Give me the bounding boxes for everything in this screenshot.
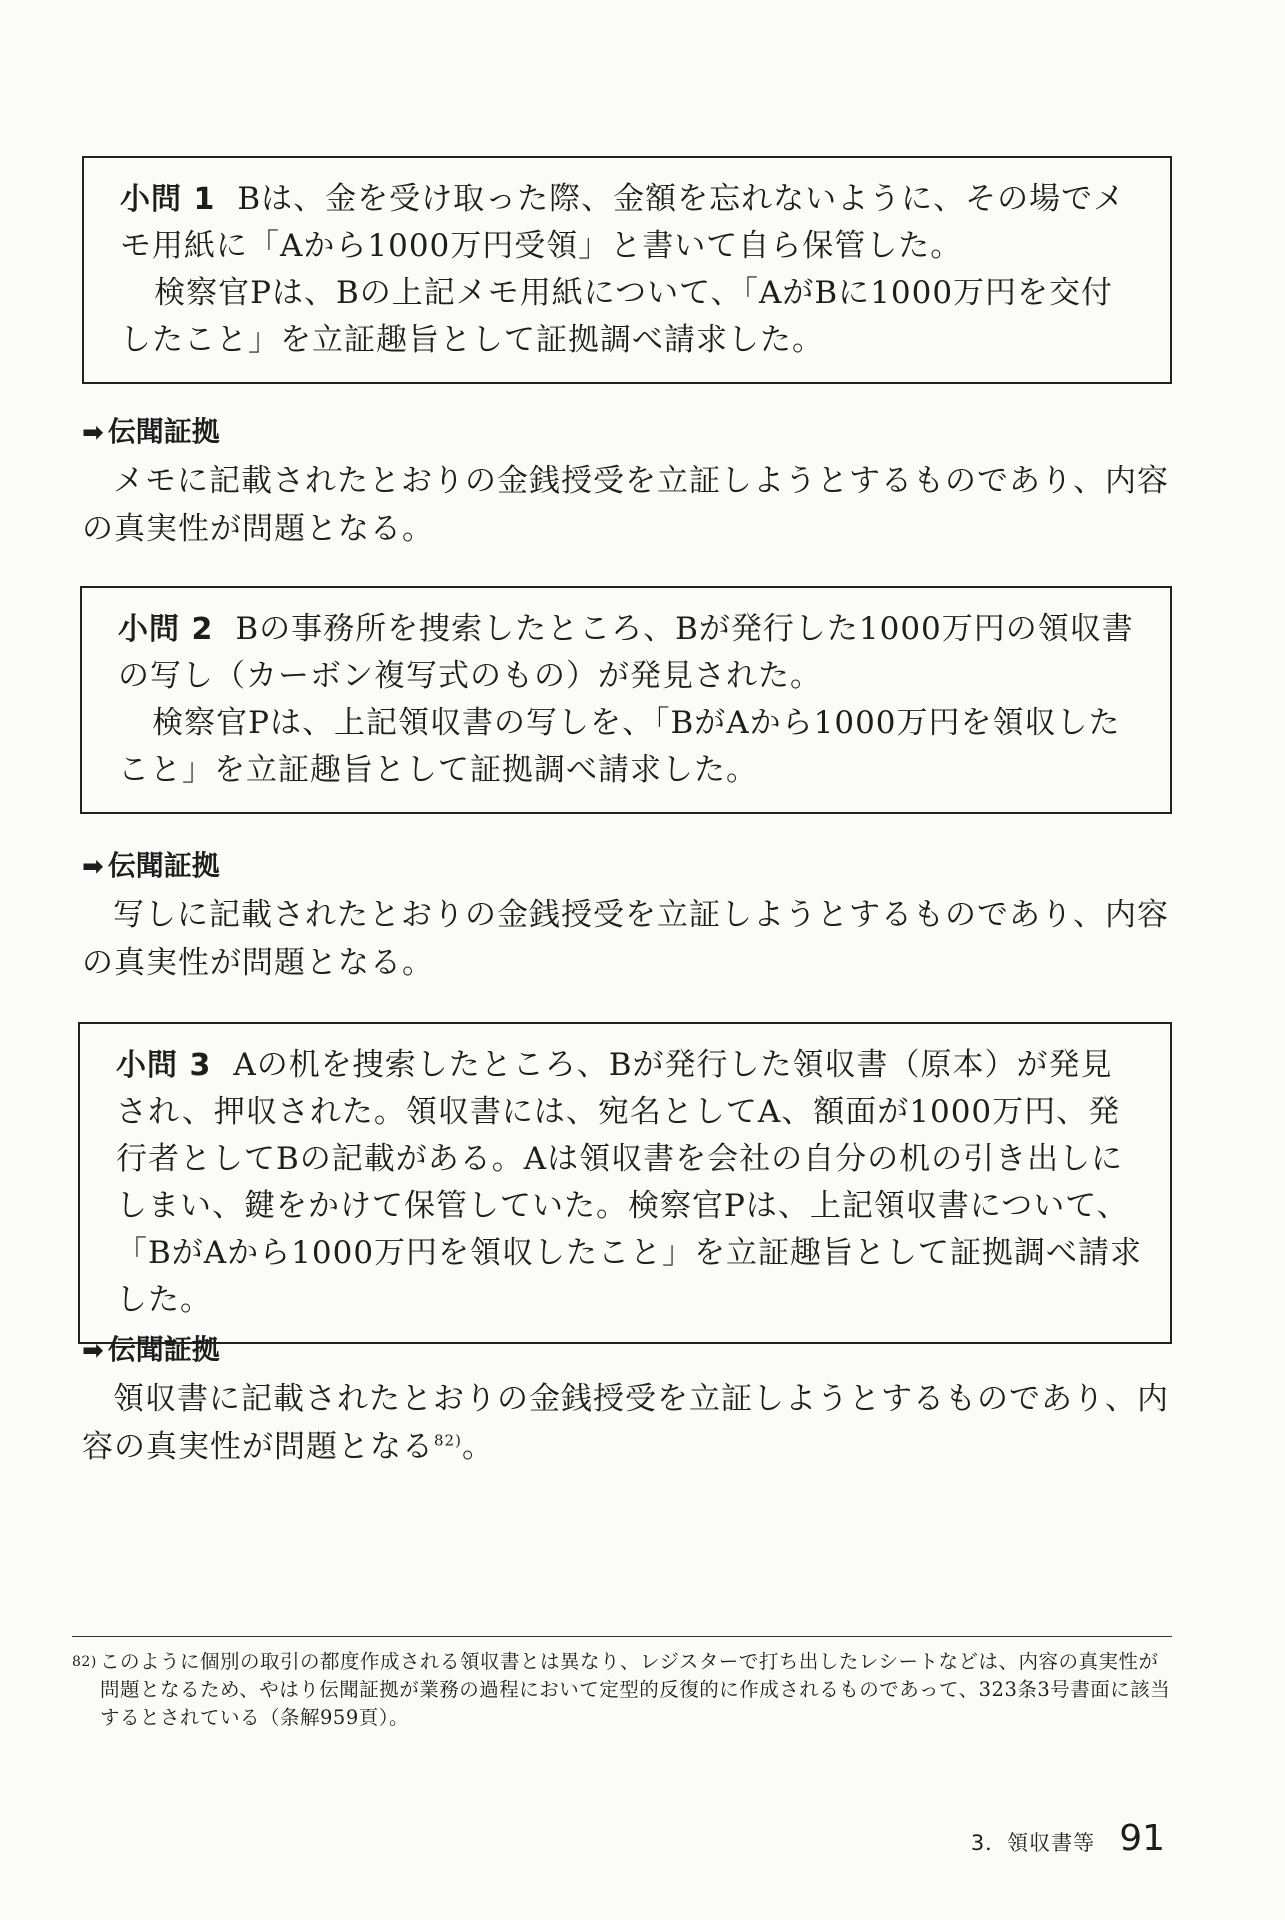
section-title: 3．領収書等 [970, 1831, 1096, 1855]
footnote-mark: 82) [72, 1654, 97, 1670]
page-number: 91 [1119, 1818, 1165, 1859]
verdict-1 [82, 412, 1182, 453]
arrow-right-icon: ➡ [82, 418, 104, 448]
question-3-para-1 [116, 1042, 1144, 1324]
question-1-para-1 [120, 176, 1144, 270]
page-footer [971, 1818, 1165, 1859]
arrow-right-icon: ➡ [82, 1336, 104, 1366]
footnote-divider [72, 1636, 1172, 1637]
footnote-text: このように個別の取引の都度作成される領収書とは異なり、レジスターで打ち出したレシートなどは、内容の真実性が問題となるため、やはり伝聞証拠が業務の過程において定型的反復的に作成されるものであって、323条3号書面に該当するとされている（条解959頁）。 [100, 1650, 1171, 1729]
verdict-2-label: 伝聞証拠 [107, 849, 220, 882]
question-2-para-2: 検察官Pは、上記領収書の写しを、「BがAから1000万円を領収したこと」を立証趣旨として証拠調べ請求した。 [118, 705, 1121, 788]
question-1-label: 小問 1 [120, 182, 216, 217]
answer-block-3 [82, 1330, 1182, 1471]
answer-3-text [82, 1375, 1182, 1471]
question-3-text-1: Aの机を捜索したところ、Bが発行した領収書（原本）が発見され、押収された。領収書には、宛名としてA、額面が1000万円、発行者としてBの記載がある。Aは領収書を会社の自分の机の引き出しにしまい、鍵をかけて保管していた。検察官Pは、上記領収書について、「BがAから1000万円を領収したこと」を立証趣旨として証拠調べ請求した。 [116, 1047, 1143, 1318]
verdict-1-label: 伝聞証拠 [107, 415, 220, 448]
answer-block-2 [82, 846, 1182, 987]
answer-2-text: 写しに記載されたとおりの金銭授受を立証しようとするものであり、内容の真実性が問題となる。 [82, 897, 1169, 981]
question-1-para-2: 検察官Pは、Bの上記メモ用紙について、「AがBに1000万円を交付したこと」を立証趣旨として証拠調べ請求した。 [120, 275, 1114, 358]
question-2-text-1: Bの事務所を捜索したところ、Bが発行した1000万円の領収書の写し（カーボン複写式のもの）が発見された。 [118, 611, 1134, 694]
verdict-2 [82, 846, 1182, 887]
answer-1-text: メモに記載されたとおりの金銭授受を立証しようとするものであり、内容の真実性が問題となる。 [82, 463, 1169, 547]
answer-block-1 [82, 412, 1182, 553]
question-2-para-1 [118, 606, 1144, 700]
verdict-3-label: 伝聞証拠 [107, 1333, 220, 1366]
question-box-1 [82, 156, 1172, 384]
verdict-3 [82, 1330, 1182, 1371]
question-1-text-1: Bは、金を受け取った際、金額を忘れないように、その場でメモ用紙に「Aから1000万円受領」と書いて自ら保管した。 [120, 181, 1126, 264]
footnote-ref-82[interactable]: 82) [434, 1431, 462, 1450]
question-3-label: 小問 3 [116, 1048, 212, 1083]
question-2-label: 小問 2 [118, 612, 214, 647]
question-box-3 [78, 1022, 1172, 1344]
answer-3-body: 領収書に記載されたとおりの金銭授受を立証しようとするものであり、内容の真実性が問題となる [82, 1381, 1169, 1465]
footnote-82 [72, 1648, 1172, 1732]
answer-3-end: 。 [461, 1429, 494, 1465]
question-box-2 [80, 586, 1172, 814]
arrow-right-icon: ➡ [82, 852, 104, 882]
